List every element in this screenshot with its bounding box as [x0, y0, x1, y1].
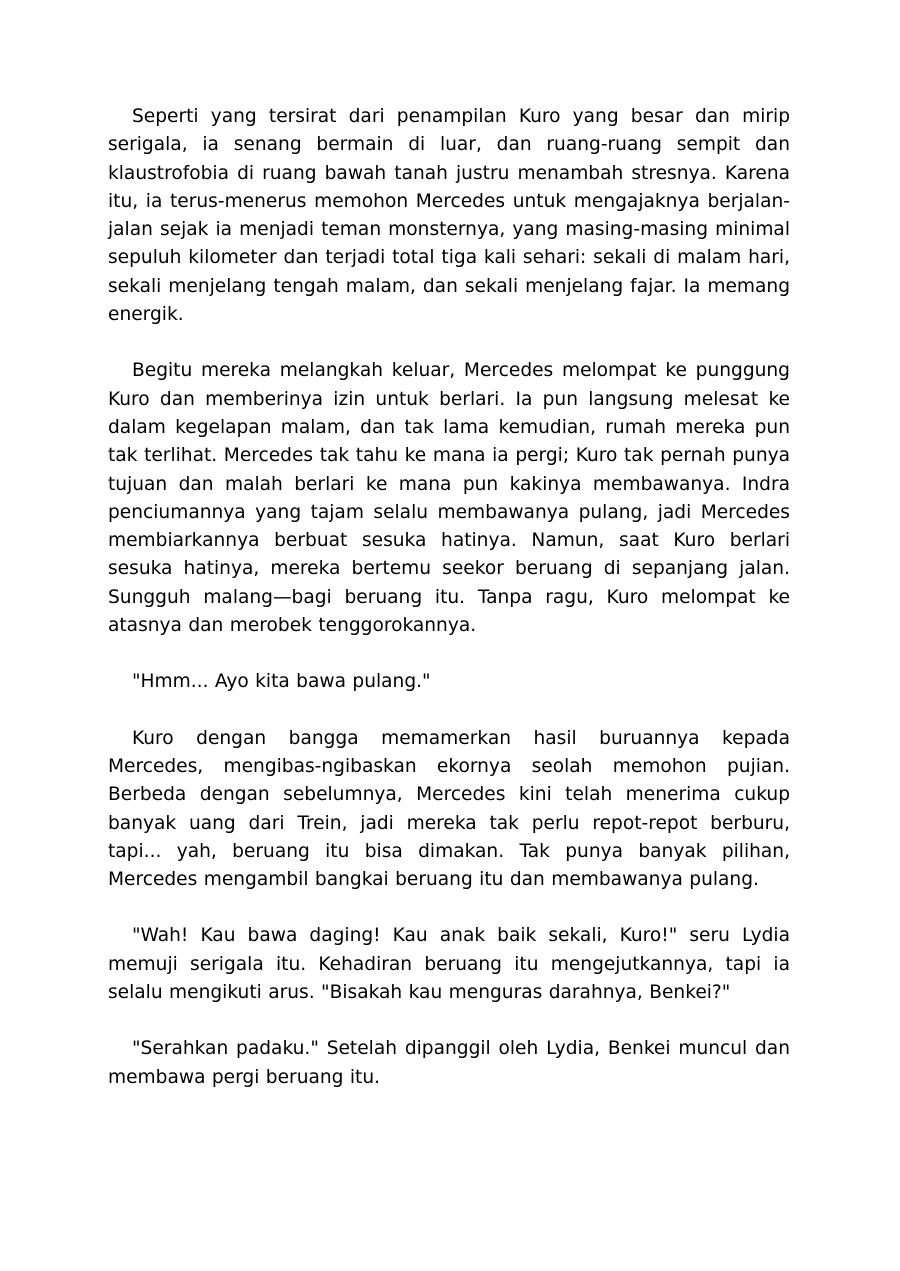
- paragraph-2: Begitu mereka melangkah keluar, Mercedes melompat ke punggung Kuro dan memberinya izin untuk berlari. Ia pun langsung melesat ke dalam kegelapan malam, dan tak lama kemudian, rumah mereka pun tak terlihat. Mercedes tak tahu ke mana ia pergi; Kuro tak pernah punya tujuan dan malah berlari ke mana pun kakinya membawanya. Indra penciumannya yang tajam selalu membawanya pulang, jadi Mercedes membiarkannya berbuat sesuka hatinya. Namun, saat Kuro berlari sesuka hatinya, mereka bertemu seekor beruang di sepanjang jalan. Sungguh malang—bagi beruang itu. Tanpa ragu, Kuro melompat ke atasnya dan merobek tenggorokannya.: [108, 360, 790, 637]
- paragraph-4: Kuro dengan bangga memamerkan hasil buruannya kepada Mercedes, mengibas-ngibaskan ekornya seolah memohon pujian. Berbeda dengan sebelumnya, Mercedes kini telah menerima cukup banyak uang dari Trein, jadi mereka tak perlu repot-repot berburu, tapi... yah, beruang itu bisa dimakan. Tak punya banyak pilihan, Mercedes mengambil bangkai beruang itu dan membawanya pulang.: [108, 727, 790, 891]
- paragraph-3: "Hmm... Ayo kita bawa pulang.": [132, 671, 431, 693]
- paragraph-5: "Wah! Kau bawa daging! Kau anak baik sekali, Kuro!" seru Lydia memuji serigala itu. Kehadiran beruang itu mengejutkannya, tapi ia selalu mengikuti arus. "Bisakah kau menguras darahnya, Benkei?": [108, 925, 790, 1004]
- paragraph-1: Seperti yang tersirat dari penampilan Kuro yang besar dan mirip serigala, ia senang bermain di luar, dan ruang-ruang sempit dan klaustrofobia di ruang bawah tanah justru menambah stresnya. Karena itu, ia terus-menerus memohon Mercedes untuk mengajaknya berjalan-jalan sejak ia menjadi teman monsternya, yang masing-masing minimal sepuluh kilometer dan terjadi total tiga kali sehari: sekali di malam hari, sekali menjelang tengah malam, dan sekali menjelang fajar. Ia memang energik.: [108, 106, 790, 326]
- paragraph-6: "Serahkan padaku." Setelah dipanggil oleh Lydia, Benkei muncul dan membawa pergi beruang itu.: [108, 1038, 790, 1088]
